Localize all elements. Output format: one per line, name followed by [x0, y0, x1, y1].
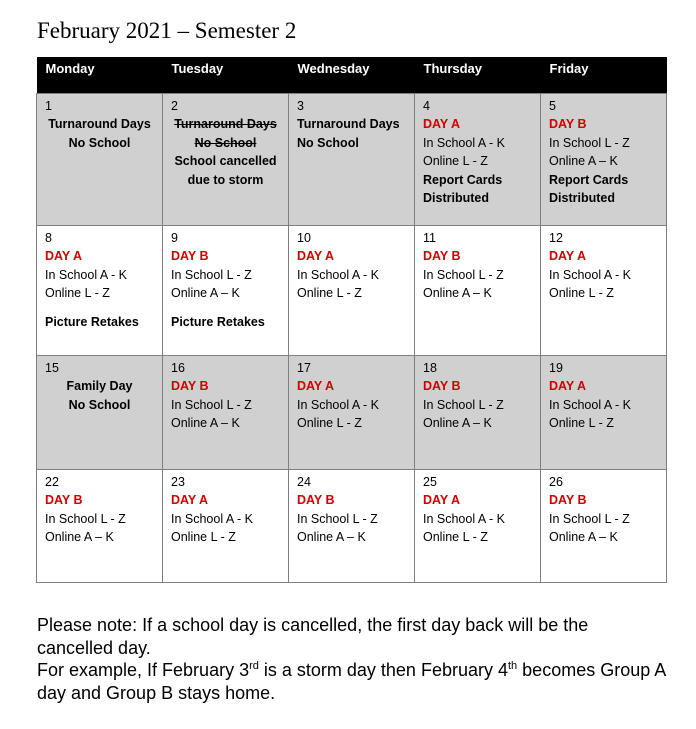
- day-type-label: DAY A: [549, 379, 587, 393]
- day-cell: [415, 355, 541, 469]
- day-cell: [541, 469, 667, 582]
- day-note: In School A - K: [297, 397, 379, 412]
- day-note: Report Cards: [423, 172, 503, 187]
- day-cell: [163, 469, 289, 582]
- day-note: In School L - Z: [423, 267, 504, 282]
- day-note: Online L - Z: [297, 416, 362, 430]
- day-cell: [541, 225, 667, 355]
- day-note: Online L - Z: [423, 530, 488, 544]
- day-number: 24: [297, 474, 311, 489]
- day-cell: [37, 355, 163, 469]
- day-note: In School A - K: [549, 397, 631, 412]
- day-type-label: DAY B: [423, 379, 461, 393]
- day-note: Picture Retakes: [45, 314, 139, 329]
- day-note: Family Day: [66, 379, 133, 393]
- day-number: 19: [549, 360, 563, 375]
- day-note: In School L - Z: [171, 397, 252, 412]
- document-title: February 2021 – Semester 2: [37, 18, 297, 43]
- day-cell: [289, 469, 415, 582]
- ordinal-suffix: th: [507, 660, 518, 672]
- day-note: Picture Retakes: [171, 314, 265, 329]
- note-example: [37, 659, 667, 704]
- day-type-label: DAY A: [549, 249, 587, 263]
- day-note: Online A – K: [171, 286, 240, 300]
- week-row: [37, 93, 667, 225]
- note-example-part: For example, If February 3: [37, 660, 250, 680]
- weekday-header: Friday: [541, 57, 667, 93]
- calendar-body: [37, 93, 667, 582]
- day-note: Turnaround Days: [48, 117, 151, 131]
- week-row: [37, 355, 667, 469]
- day-number: 2: [171, 98, 178, 113]
- day-type-label: DAY B: [171, 379, 209, 393]
- day-note: Turnaround Days: [174, 117, 277, 131]
- day-number: 22: [45, 474, 59, 489]
- day-type-label: DAY A: [171, 493, 209, 507]
- day-type-label: DAY B: [549, 117, 587, 131]
- day-note: Distributed: [549, 191, 615, 205]
- day-note: Distributed: [423, 191, 489, 205]
- day-cell: [163, 93, 289, 225]
- day-note: Online L - Z: [423, 154, 488, 168]
- day-note: Online A – K: [423, 416, 492, 430]
- day-note: Online L - Z: [297, 286, 362, 300]
- day-cell: [37, 469, 163, 582]
- day-number: 15: [45, 360, 59, 375]
- day-note: In School A - K: [423, 135, 505, 150]
- spacer: [171, 303, 280, 313]
- day-cell: [37, 225, 163, 355]
- day-type-label: DAY A: [423, 493, 461, 507]
- day-number: 9: [171, 230, 178, 245]
- day-type-label: DAY A: [297, 249, 335, 263]
- spacer: [45, 303, 154, 313]
- day-type-label: DAY B: [171, 249, 209, 263]
- weekday-header: Monday: [37, 57, 163, 93]
- day-number: 10: [297, 230, 311, 245]
- day-number: 11: [423, 230, 436, 245]
- day-note: In School L - Z: [549, 135, 630, 150]
- weekday-header: Wednesday: [289, 57, 415, 93]
- day-cell: [415, 225, 541, 355]
- day-number: 16: [171, 360, 185, 375]
- day-note: Turnaround Days: [297, 117, 400, 131]
- day-note: Online L - Z: [549, 416, 614, 430]
- ordinal-suffix: rd: [249, 660, 259, 672]
- day-note: Online A – K: [423, 286, 492, 300]
- day-number: 18: [423, 360, 437, 375]
- note-line: Please note: If a school day is cancelled, the first day back will be the cancelled day.: [37, 615, 589, 658]
- note-example-part: becomes Group A day and Group B stays home.: [37, 660, 666, 703]
- day-note: Online A – K: [171, 416, 240, 430]
- day-note: In School L - Z: [45, 511, 126, 526]
- day-note: In School L - Z: [171, 267, 252, 282]
- day-number: 17: [297, 360, 311, 375]
- day-note: Online L - Z: [549, 286, 614, 300]
- day-cell: [289, 355, 415, 469]
- day-type-label: DAY A: [423, 117, 461, 131]
- day-number: 1: [45, 98, 52, 113]
- day-number: 8: [45, 230, 52, 245]
- note-block: [37, 614, 667, 704]
- day-cell: [289, 93, 415, 225]
- weekday-header-row: [37, 57, 667, 93]
- day-note: In School A - K: [423, 511, 505, 526]
- day-note: In School A - K: [171, 511, 253, 526]
- day-note: Online A – K: [549, 154, 618, 168]
- day-type-label: DAY B: [297, 493, 335, 507]
- day-type-label: DAY B: [423, 249, 461, 263]
- day-type-label: DAY A: [297, 379, 335, 393]
- day-cell: [289, 225, 415, 355]
- day-note: No School: [297, 135, 359, 150]
- day-note: Report Cards: [549, 172, 629, 187]
- day-note: Online L - Z: [171, 530, 236, 544]
- day-note: In School A - K: [297, 267, 379, 282]
- day-note: School cancelled: [174, 154, 277, 168]
- day-number: 12: [549, 230, 563, 245]
- day-number: 26: [549, 474, 563, 489]
- calendar-table: [36, 57, 667, 583]
- day-note: In School L - Z: [549, 511, 630, 526]
- day-cell: [37, 93, 163, 225]
- note-example-part: is a storm day then February 4: [258, 660, 508, 680]
- day-note: No School: [68, 135, 131, 150]
- day-type-label: DAY A: [45, 249, 83, 263]
- day-type-label: DAY B: [549, 493, 587, 507]
- day-cell: [415, 93, 541, 225]
- day-number: 4: [423, 98, 430, 113]
- day-cell: [541, 93, 667, 225]
- day-note: No School: [68, 397, 131, 412]
- weekday-header: Thursday: [415, 57, 541, 93]
- day-number: 25: [423, 474, 437, 489]
- day-note: Online A – K: [45, 530, 114, 544]
- day-number: 5: [549, 98, 556, 113]
- day-note: due to storm: [187, 172, 264, 187]
- day-note: Online L - Z: [45, 286, 110, 300]
- day-cell: [163, 355, 289, 469]
- day-note: No School: [194, 135, 257, 150]
- day-note: In School A - K: [45, 267, 127, 282]
- day-cell: [541, 355, 667, 469]
- week-row: [37, 469, 667, 582]
- day-type-label: DAY B: [45, 493, 83, 507]
- week-row: [37, 225, 667, 355]
- day-note: Online A – K: [549, 530, 618, 544]
- day-number: 23: [171, 474, 185, 489]
- weekday-header: Tuesday: [163, 57, 289, 93]
- day-note: Online A – K: [297, 530, 366, 544]
- day-cell: [163, 225, 289, 355]
- day-note: In School A - K: [549, 267, 631, 282]
- day-cell: [415, 469, 541, 582]
- day-note: In School L - Z: [297, 511, 378, 526]
- day-note: In School L - Z: [423, 397, 504, 412]
- day-number: 3: [297, 98, 304, 113]
